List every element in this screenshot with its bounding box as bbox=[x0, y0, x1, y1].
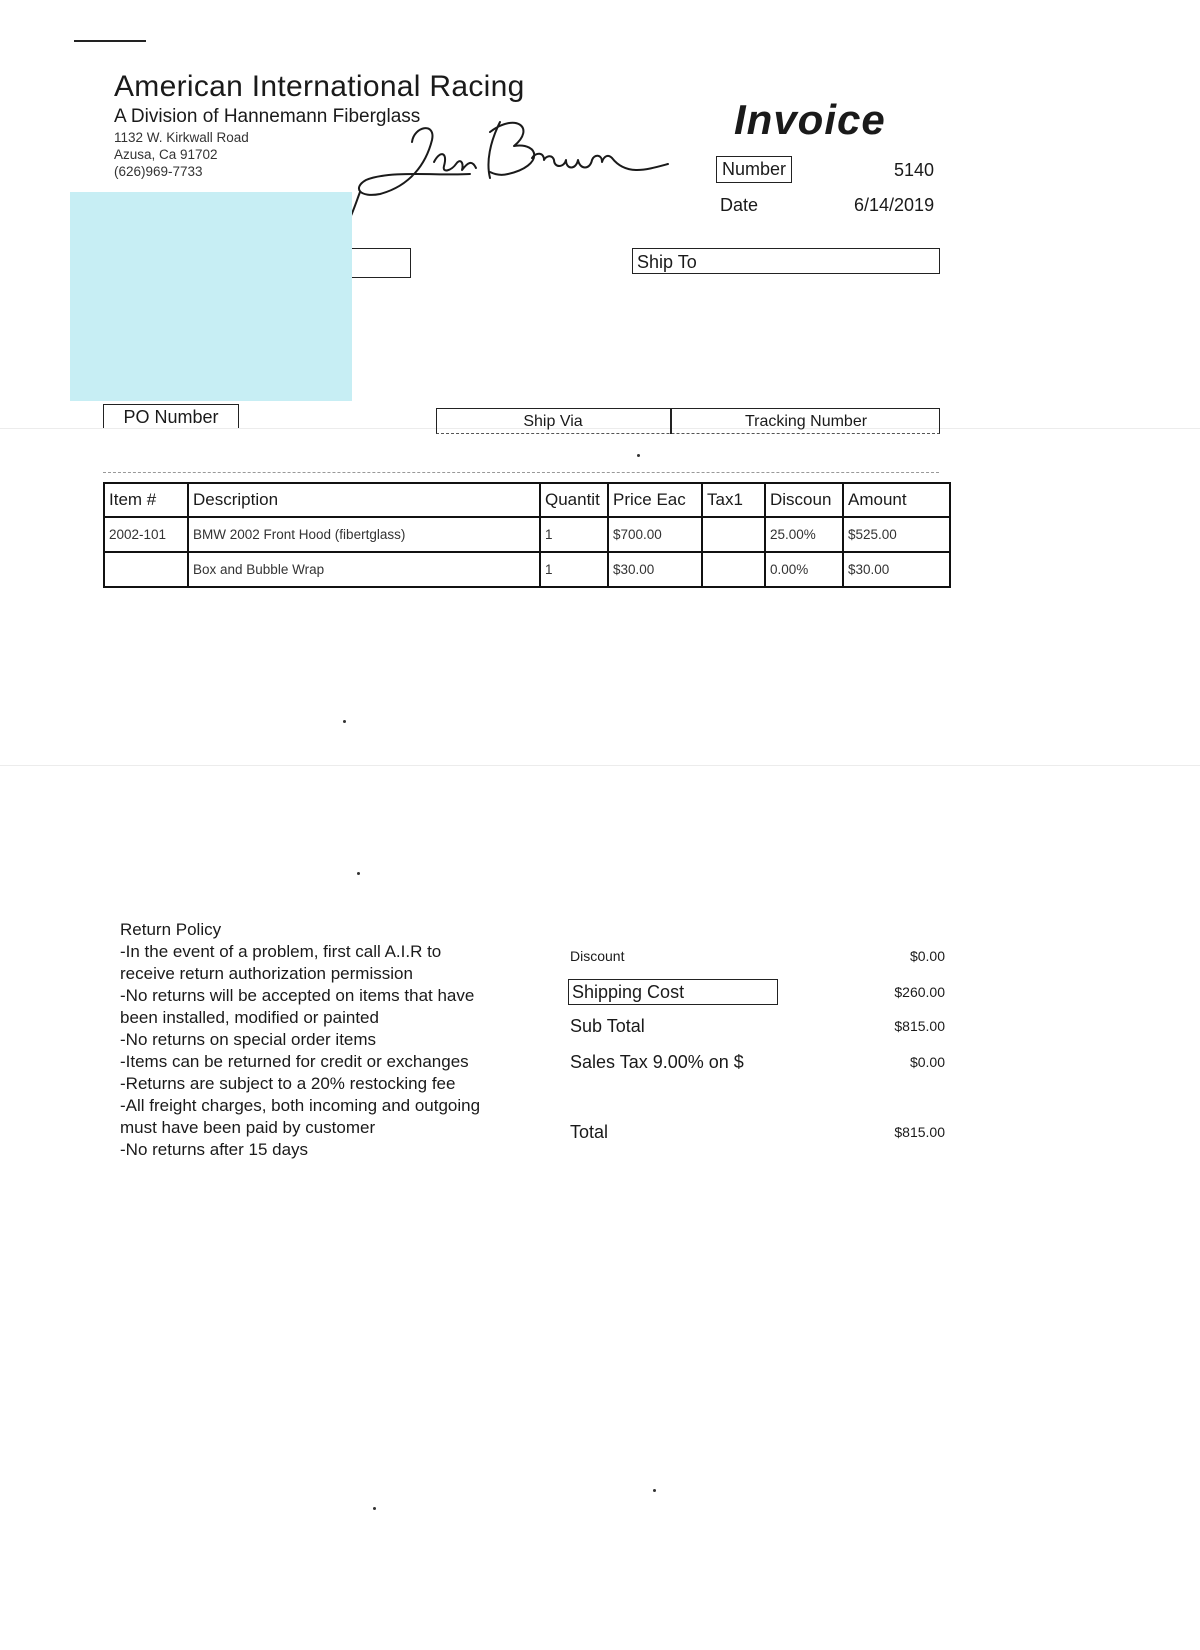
section-divider bbox=[103, 472, 939, 473]
shipping-cost-label: Shipping Cost bbox=[568, 979, 778, 1005]
speck-mark bbox=[373, 1507, 376, 1510]
table-row bbox=[104, 552, 950, 587]
cell-item-number bbox=[104, 552, 188, 587]
discount-value: $0.00 bbox=[909, 948, 945, 964]
ship-via-label: Ship Via bbox=[523, 413, 583, 430]
sales-tax-value: $0.00 bbox=[909, 1054, 945, 1070]
return-policy-line: been installed, modified or painted bbox=[120, 1008, 379, 1027]
bill-to-box bbox=[350, 248, 411, 278]
company-address-line2: Azusa, Ca 91702 bbox=[114, 147, 218, 162]
cell-tax bbox=[702, 517, 765, 552]
column-header-tax: Tax1 bbox=[702, 483, 765, 517]
discount-label: Discount bbox=[570, 948, 625, 964]
return-policy-line: -No returns on special order items bbox=[120, 1030, 377, 1049]
speck-mark bbox=[343, 720, 346, 723]
sales-tax-label: Sales Tax 9.00% on $ bbox=[570, 1052, 744, 1072]
company-name: American International Racing bbox=[114, 70, 525, 103]
invoice-number-value: 5140 bbox=[894, 160, 935, 180]
return-policy-line: must have been paid by customer bbox=[120, 1118, 376, 1137]
ship-to-label: Ship To bbox=[632, 248, 940, 274]
return-policy-line: -All freight charges, both incoming and outgoing bbox=[120, 1096, 481, 1115]
subtotal-value: $815.00 bbox=[894, 1018, 945, 1034]
column-header-price: Price Eac bbox=[608, 483, 702, 517]
column-header-amount: Amount bbox=[843, 483, 950, 517]
line-items-table bbox=[103, 482, 951, 588]
subtotal-label: Sub Total bbox=[570, 1016, 645, 1036]
invoice-title: Invoice bbox=[734, 96, 886, 143]
cell-quantity: 1 bbox=[540, 552, 608, 587]
return-policy-line: -In the event of a problem, first call A.I.R to bbox=[120, 942, 442, 961]
column-header-item: Item # bbox=[104, 483, 188, 517]
paper-fold-line bbox=[0, 765, 1200, 766]
return-policy-title: Return Policy bbox=[120, 920, 222, 939]
return-policy-line: -Items can be returned for credit or exchanges bbox=[120, 1052, 469, 1071]
return-policy-line: -No returns will be accepted on items that have bbox=[120, 986, 475, 1005]
tracking-number-label: Tracking Number bbox=[744, 413, 868, 430]
total-value: $815.00 bbox=[894, 1124, 945, 1140]
cell-tax bbox=[702, 552, 765, 587]
return-policy-line: -Returns are subject to a 20% restocking fee bbox=[120, 1074, 456, 1093]
invoice-date-label: Date bbox=[720, 195, 759, 215]
total-label: Total bbox=[570, 1122, 609, 1142]
redaction-sticky-note bbox=[70, 192, 352, 401]
column-header-quantity: Quantit bbox=[540, 483, 608, 517]
column-header-discount: Discoun bbox=[765, 483, 843, 517]
company-address-line1: 1132 W. Kirkwall Road bbox=[114, 130, 249, 145]
po-number-label: PO Number bbox=[103, 404, 239, 428]
shipping-cost-value: $260.00 bbox=[894, 984, 945, 1000]
table-header-row bbox=[104, 483, 950, 517]
cell-item-number: 2002-101 bbox=[104, 517, 188, 552]
cell-amount: $30.00 bbox=[843, 552, 950, 587]
cell-price: $30.00 bbox=[608, 552, 702, 587]
speck-mark bbox=[357, 872, 360, 875]
return-policy-line: receive return authorization permission bbox=[120, 964, 413, 983]
cell-description: Box and Bubble Wrap bbox=[188, 552, 540, 587]
cell-quantity: 1 bbox=[540, 517, 608, 552]
handwritten-signature bbox=[340, 112, 670, 242]
return-policy-line: -No returns after 15 days bbox=[120, 1140, 309, 1159]
invoice-number-label: Number bbox=[716, 156, 792, 183]
header-rule bbox=[74, 40, 146, 42]
table-row bbox=[104, 517, 950, 552]
column-header-description: Description bbox=[188, 483, 540, 517]
cell-amount: $525.00 bbox=[843, 517, 950, 552]
company-phone: (626)969-7733 bbox=[114, 164, 203, 179]
cell-discount: 0.00% bbox=[765, 552, 843, 587]
speck-mark bbox=[653, 1489, 656, 1492]
invoice-date-value: 6/14/2019 bbox=[854, 195, 935, 215]
cell-price: $700.00 bbox=[608, 517, 702, 552]
company-division: A Division of Hannemann Fiberglass bbox=[114, 106, 421, 127]
speck-mark bbox=[637, 454, 640, 457]
cell-discount: 25.00% bbox=[765, 517, 843, 552]
cell-description: BMW 2002 Front Hood (fibertglass) bbox=[188, 517, 540, 552]
